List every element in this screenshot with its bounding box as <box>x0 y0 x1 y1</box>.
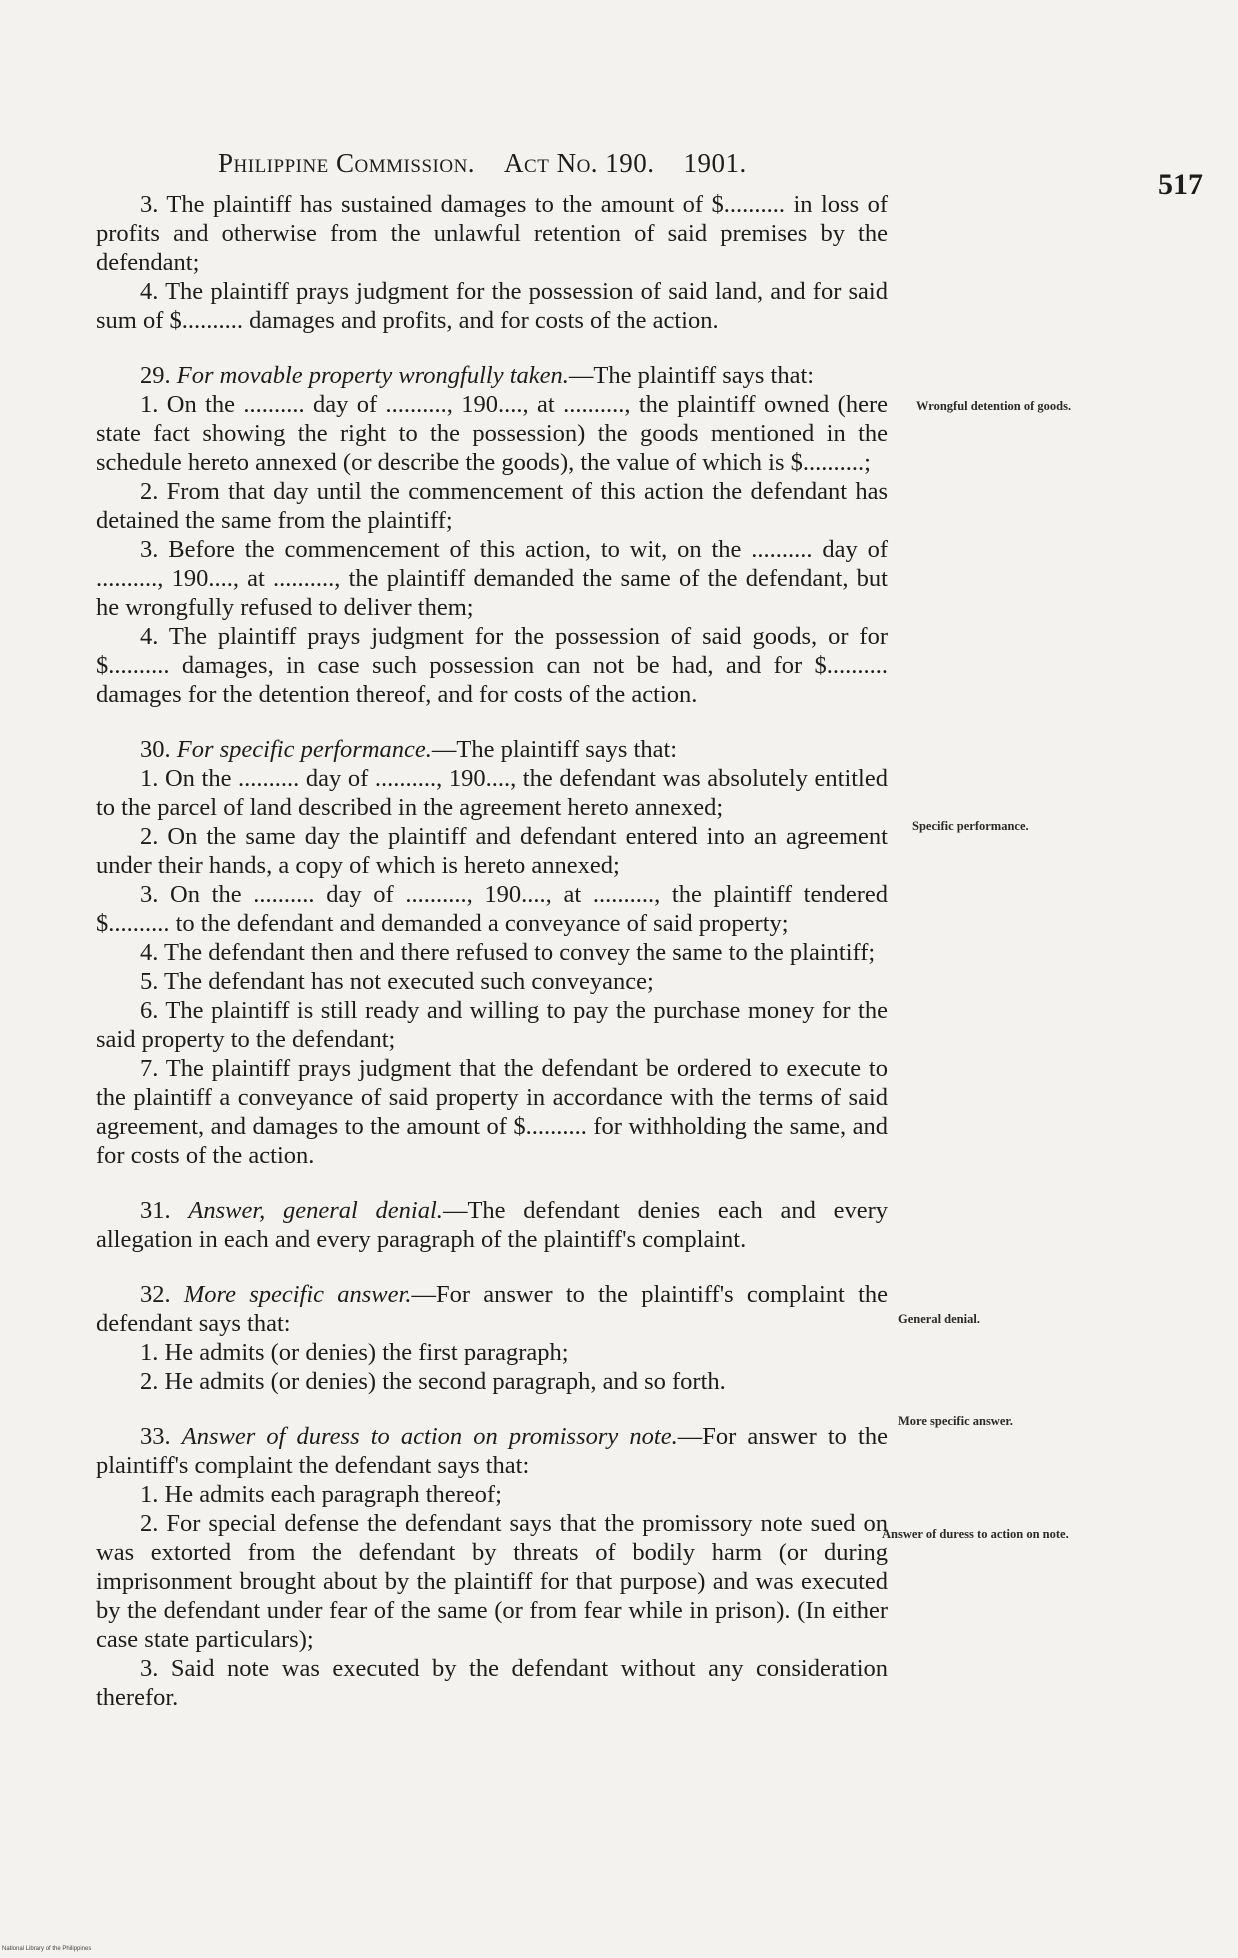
section-lead: —The plaintiff says that: <box>568 362 815 389</box>
section-number: 33. <box>140 1423 171 1450</box>
header-act: Act No. 190. <box>504 148 655 178</box>
header-title: Philippine Commission. <box>218 148 476 178</box>
section-heading: Answer, general denial. <box>188 1197 443 1224</box>
paragraph: 1. On the .......... day of .........., 190...., at .........., the plaintiff owned (here state fact showing the right to the possession) the goods mentioned in the schedule hereto annexed (or describe the goods), the value of which is $..........; <box>96 391 888 476</box>
section-lead: —The defendant denies each and every allegation in each and every paragraph of the plaintiff's complaint. <box>96 1197 888 1253</box>
section-32 <box>96 1280 888 1338</box>
header-year: 1901. <box>683 148 747 178</box>
section-30 <box>96 735 888 764</box>
page-number: 517 <box>1158 168 1203 201</box>
paragraph: 4. The plaintiff prays judgment for the possession of said land, and for said sum of $.......... damages and profits, and for costs of the action. <box>96 278 888 334</box>
section-heading: For movable property wrongfully taken. <box>176 362 569 389</box>
paragraph: 2. On the same day the plaintiff and defendant entered into an agreement under their hands, a copy of which is hereto annexed; <box>96 823 888 879</box>
paragraph: 1. On the .......... day of .........., 190...., the defendant was absolutely entitled to the parcel of land described in the agreement hereto annexed; <box>96 765 888 821</box>
scan-credit: National Library of the Philippines <box>2 1946 92 1952</box>
paragraph: 3. Before the commencement of this action, to wit, on the .......... day of .........., 190...., at .........., the plaintiff demanded the same of the defendant, but he wrongfully refused to deliver them; <box>96 536 888 621</box>
body-text <box>96 190 888 1712</box>
section-heading: Answer of duress to action on promissory note. <box>181 1423 678 1450</box>
paragraph: 3. Said note was executed by the defendant without any consideration therefor. <box>96 1655 888 1711</box>
section-lead: —For answer to the plaintiff's complaint the defendant says that: <box>96 1281 889 1337</box>
paragraph: 7. The plaintiff prays judgment that the defendant be ordered to execute to the plaintiff a conveyance of said property in accordance with the terms of said agreement, and damages to the amount of $.......... for withholding the same, and for costs of the action. <box>96 1055 888 1169</box>
margin-note-specific-performance: Specific performance. <box>912 819 1029 833</box>
paragraph: 4. The plaintiff prays judgment for the possession of said goods, or for $.......... damages, in case such possession can not be had, and for $.......... damages for the detention thereof, and for costs of the action. <box>96 623 888 708</box>
section-lead: —The plaintiff says that: <box>431 736 678 763</box>
paragraph: 1. He admits (or denies) the first paragraph; <box>140 1339 569 1366</box>
paragraph: 5. The defendant has not executed such conveyance; <box>140 968 654 995</box>
margin-note-more-specific-answer: More specific answer. <box>898 1414 1013 1428</box>
paragraph: 2. He admits (or denies) the second paragraph, and so forth. <box>140 1368 726 1395</box>
section-number: 29. <box>140 362 171 389</box>
margin-note-wrongful-detention: Wrongful detention of goods. <box>916 399 1072 413</box>
paragraph: 2. From that day until the commencement of this action the defendant has detained the same from the plaintiff; <box>96 478 888 534</box>
paragraph: 2. For special defense the defendant says that the promissory note sued on was extorted from the defendant by threats of bodily harm (or during imprisonment brought about by the plaintiff for that purpose) and was executed by the defendant under fear of the same (or from fear while in prison). (In either case state particulars); <box>96 1510 888 1653</box>
section-heading: For specific performance. <box>176 736 432 763</box>
margin-note-answer-of-duress: Answer of duress to action on note. <box>882 1527 1069 1541</box>
section-number: 30. <box>140 736 171 763</box>
section-lead: —For answer to the plaintiff's complaint the defendant says that: <box>96 1423 888 1479</box>
margin-note-general-denial: General denial. <box>898 1312 980 1326</box>
section-31 <box>96 1196 888 1254</box>
paragraph: 4. The defendant then and there refused to convey the same to the plaintiff; <box>140 939 876 966</box>
section-number: 32. <box>140 1281 171 1308</box>
section-heading: More specific answer. <box>183 1281 412 1308</box>
paragraph: 3. The plaintiff has sustained damages to the amount of $.......... in loss of profits and otherwise from the unlawful retention of said premises by the defendant; <box>96 191 888 276</box>
paragraph: 6. The plaintiff is still ready and willing to pay the purchase money for the said property to the defendant; <box>96 997 888 1053</box>
running-header <box>218 148 747 179</box>
section-33 <box>96 1422 888 1480</box>
paragraph: 3. On the .......... day of .........., 190...., at .........., the plaintiff tendered $.......... to the defendant and demanded a conveyance of said property; <box>96 881 888 937</box>
paragraph: 1. He admits each paragraph thereof; <box>140 1481 502 1508</box>
section-29 <box>96 361 888 390</box>
section-number: 31. <box>140 1197 171 1224</box>
